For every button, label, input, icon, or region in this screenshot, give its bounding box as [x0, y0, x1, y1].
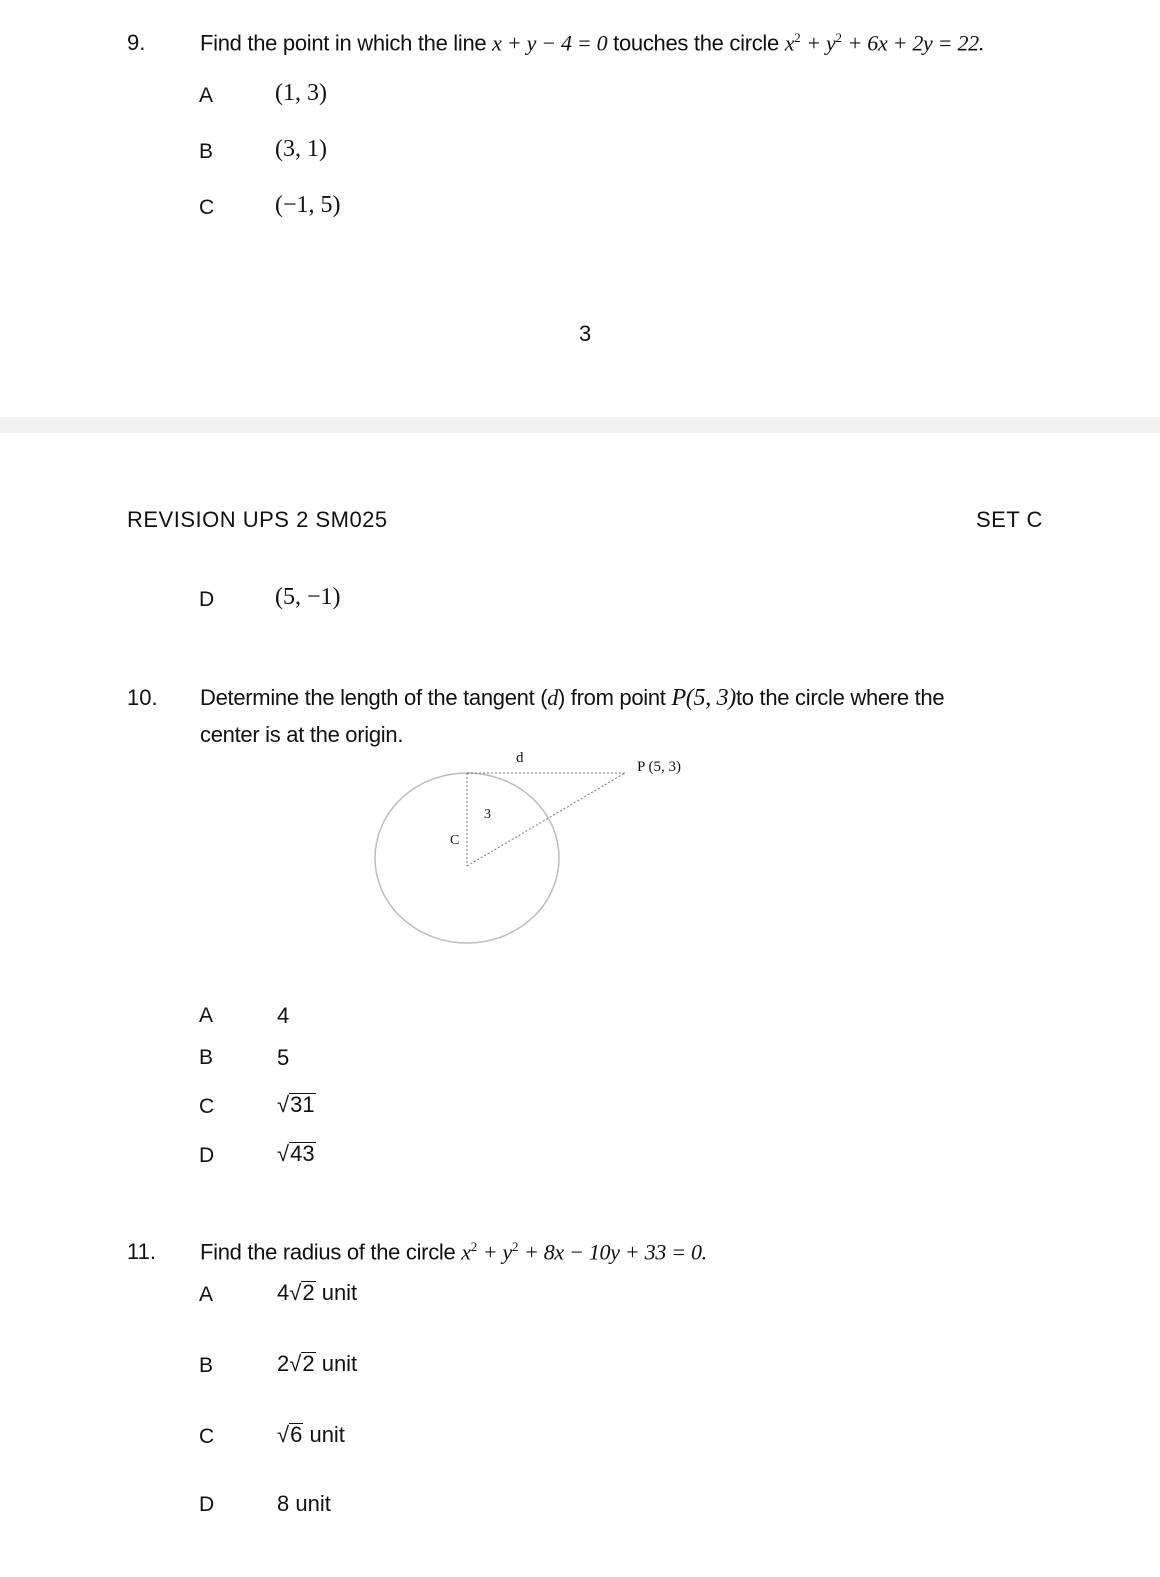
- q11-option-a-value: 4√2 unit: [277, 1280, 358, 1305]
- q11-option-b-value: 2√2 unit: [277, 1351, 358, 1376]
- q10-option-b-label: B: [199, 1046, 214, 1069]
- q10-option-d-radicand: 43: [290, 1141, 315, 1166]
- q11-option-a-radicand: 2: [302, 1280, 315, 1305]
- q10-text-a: Determine the length of the tangent (: [200, 685, 548, 710]
- q9-option-c-label: C: [199, 196, 215, 219]
- q11-option-d-label: D: [199, 1493, 215, 1516]
- q10-text-line1: [200, 685, 944, 712]
- q11-option-b-coef: 2: [277, 1351, 290, 1376]
- q11-option-c-label: C: [199, 1425, 215, 1448]
- q11-sup-x: 2: [470, 1239, 477, 1254]
- q11-option-b-label: B: [199, 1354, 214, 1377]
- q10-option-a-label: A: [199, 1004, 214, 1027]
- q10-text-line2: center is at the origin.: [200, 722, 404, 747]
- figure-d-label: d: [516, 750, 524, 766]
- page-number: 3: [579, 321, 592, 346]
- q10-text-d: d: [547, 685, 558, 710]
- q10-option-d-label: D: [199, 1144, 215, 1167]
- q11-option-c-value: √6 unit: [277, 1422, 345, 1447]
- q10-number: 10.: [127, 685, 158, 710]
- q10-option-b-value: 5: [277, 1045, 290, 1070]
- figure-radius-label: 3: [484, 807, 491, 822]
- q11-option-b-radicand: 2: [302, 1351, 315, 1376]
- q9-circle-eq-rest: + 6x + 2y = 22.: [847, 30, 985, 56]
- q9-option-d-value: (5, −1): [275, 584, 341, 610]
- figure-p-label: P (5, 3): [637, 759, 682, 775]
- q11-sup-y: 2: [511, 1239, 519, 1254]
- q10-option-c-radicand: 31: [290, 1092, 315, 1117]
- q9-text-mid: touches the circle: [613, 30, 779, 56]
- q9-sup-y: 2: [835, 30, 842, 45]
- q9-sup-x: 2: [794, 30, 801, 45]
- q10-option-c-label: C: [199, 1095, 215, 1118]
- q9-option-b-value: (3, 1): [275, 136, 327, 162]
- q9-text: [200, 30, 984, 56]
- q9-circle-eq-y: + y: [806, 30, 836, 56]
- q11-eq-x: x: [461, 1239, 471, 1265]
- page-break-divider: [0, 417, 1160, 433]
- q11-number: 11.: [127, 1239, 156, 1264]
- q10-option-c-value: √31: [277, 1092, 315, 1117]
- q11-option-a-coef: 4: [277, 1280, 290, 1305]
- q9-text-pre: Find the point in which the line: [200, 30, 487, 56]
- q10-point: P(5, 3): [671, 685, 736, 711]
- q10-option-a-value: 4: [277, 1003, 290, 1028]
- q11-eq-y: + y: [482, 1239, 512, 1265]
- q10-text-b: ) from point: [557, 685, 666, 710]
- q9-number: 9.: [127, 30, 146, 55]
- q11-option-c-radicand: 6: [290, 1422, 303, 1447]
- q9-circle-eq-x: x: [784, 30, 795, 56]
- figure-center-label: C: [450, 833, 460, 848]
- q11-option-d-value: 8 unit: [277, 1491, 331, 1516]
- q9-option-b-label: B: [199, 140, 214, 163]
- q11-option-a-label: A: [199, 1283, 214, 1306]
- q11-option-b-unit: unit: [321, 1351, 358, 1376]
- q10-option-d-value: √43: [277, 1141, 315, 1166]
- q10-figure: [360, 740, 720, 955]
- q11-eq-rest: + 8x − 10y + 33 = 0.: [523, 1239, 707, 1265]
- q11-option-c-unit: unit: [309, 1422, 345, 1447]
- q11-text: [200, 1239, 707, 1265]
- q9-option-a-value: (1, 3): [275, 80, 327, 106]
- q9-option-c-value: (−1, 5): [275, 192, 341, 218]
- q9-line-equation: x + y − 4 = 0: [492, 30, 608, 56]
- q9-option-a-label: A: [199, 84, 214, 107]
- header-right-set: SET C: [976, 507, 1043, 532]
- header-left-title: REVISION UPS 2 SM025: [127, 507, 388, 532]
- q11-text-pre: Find the radius of the circle: [200, 1239, 456, 1265]
- q9-option-d-label: D: [199, 588, 215, 611]
- q10-text-c: to the circle where the: [735, 685, 945, 710]
- q11-option-a-unit: unit: [321, 1280, 358, 1305]
